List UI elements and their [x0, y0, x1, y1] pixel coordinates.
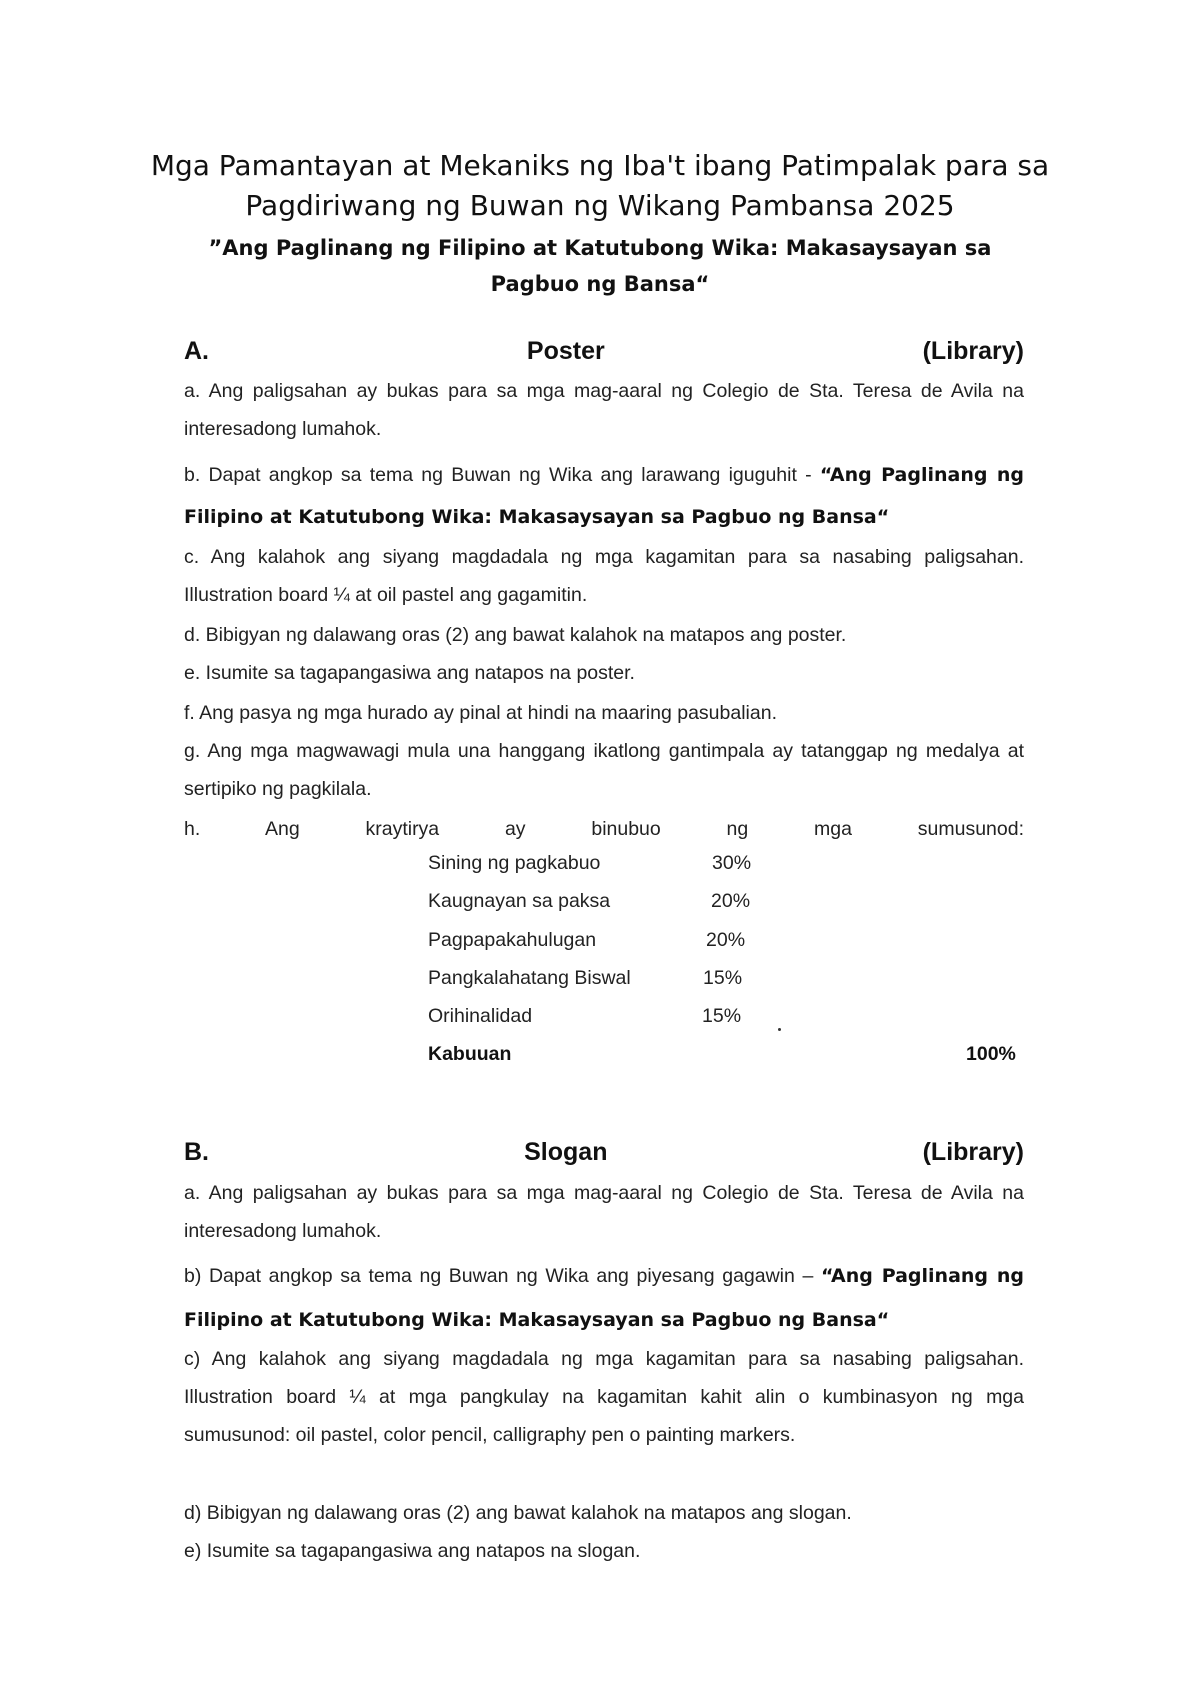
section-name: Slogan [524, 1138, 608, 1166]
criteria-label: Pagpapakahulugan [428, 929, 597, 951]
criteria-value: 30% [712, 852, 752, 874]
title-line-1: Mga Pamantayan at Mekaniks ng Iba't ibang Patimpalak para sa [150, 149, 1050, 182]
criteria-label: Kaugnayan sa paksa [428, 890, 611, 912]
criteria-label: Pangkalahatang Biswal [428, 967, 631, 989]
criteria-label: Orihinalidad [428, 1005, 533, 1027]
section-a-item-f: f. Ang pasya ng mga hurado ay pinal at hindi na maaring pasubalian. [184, 702, 777, 724]
section-venue: (Library) [922, 1138, 1024, 1166]
section-a-item-b [184, 454, 1024, 538]
section-name: Poster [526, 337, 605, 365]
section-a-item-e: e. Isumite sa tagapangasiwa ang natapos na poster. [184, 662, 635, 684]
section-b-item-d: d) Bibigyan ng dalawang oras (2) ang bawat kalahok na matapos ang slogan. [184, 1502, 852, 1524]
theme-line-2: Pagbuo ng Bansa“ [490, 272, 710, 296]
document-title [150, 146, 1050, 226]
item-b-theme: “Ang Paglinang ng Filipino at Katutubong Wika: Makasaysayan sa Pagbuo ng Bansa“ [184, 1265, 1024, 1331]
stray-dot [778, 1028, 781, 1031]
total-value: 100% [966, 1043, 1016, 1065]
title-line-2: Pagdiriwang ng Buwan ng Wikang Pambansa 2025 [245, 189, 955, 222]
criteria-value: 20% [706, 929, 746, 951]
item-b-theme: “Ang Paglinang ng Filipino at Katutubong Wika: Makasaysayan sa Pagbuo ng Bansa“ [184, 464, 1024, 528]
section-a-item-d: d. Bibigyan ng dalawang oras (2) ang bawat kalahok na matapos ang poster. [184, 624, 847, 646]
document-theme [150, 230, 1050, 302]
section-letter: A. [184, 337, 209, 365]
section-letter: B. [184, 1138, 209, 1166]
section-b-item-c: c) Ang kalahok ang siyang magdadala ng mga kagamitan para sa nasabing paligsahan. Illustration board ¼ at mga pangkulay na kagamitan kahit alin o kumbinasyon ng mga sumusunod: oil pastel, color pencil, calligraphy pen o painting markers. [184, 1348, 1024, 1446]
theme-line-1: ”Ang Paglinang ng Filipino at Katutubong Wika: Makasaysayan sa [208, 236, 992, 260]
section-a-item-h: h. Ang kraytirya ay binubuo ng mga sumusunod: [184, 818, 1024, 840]
criteria-value: 20% [711, 890, 751, 912]
item-b-text: b. Dapat angkop sa tema ng Buwan ng Wika ang larawang iguguhit - [184, 464, 820, 486]
section-b-item-a: a. Ang paligsahan ay bukas para sa mga mag-aaral ng Colegio de Sta. Teresa de Avila na interesadong lumahok. [184, 1182, 1024, 1242]
section-b-heading [184, 1135, 1024, 1169]
section-a-item-c: c. Ang kalahok ang siyang magdadala ng mga kagamitan para sa nasabing paligsahan. Illustration board ¼ at oil pastel ang gagamitin. [184, 546, 1024, 606]
criteria-value: 15% [702, 1005, 742, 1027]
total-label: Kabuuan [428, 1043, 512, 1065]
section-venue: (Library) [922, 337, 1024, 365]
criteria-label: Sining ng pagkabuo [428, 852, 601, 874]
section-b-item-b [184, 1254, 1024, 1342]
item-b-text: b) Dapat angkop sa tema ng Buwan ng Wika ang piyesang gagawin – [184, 1265, 821, 1287]
section-a-heading [184, 334, 1024, 368]
criteria-value: 15% [703, 967, 743, 989]
section-a-item-g: g. Ang mga magwawagi mula una hanggang ikatlong gantimpala ay tatanggap ng medalya at sertipiko ng pagkilala. [184, 740, 1024, 800]
section-a-item-a: a. Ang paligsahan ay bukas para sa mga mag-aaral ng Colegio de Sta. Teresa de Avila na interesadong lumahok. [184, 380, 1024, 440]
section-b-item-e: e) Isumite sa tagapangasiwa ang natapos na slogan. [184, 1540, 641, 1562]
